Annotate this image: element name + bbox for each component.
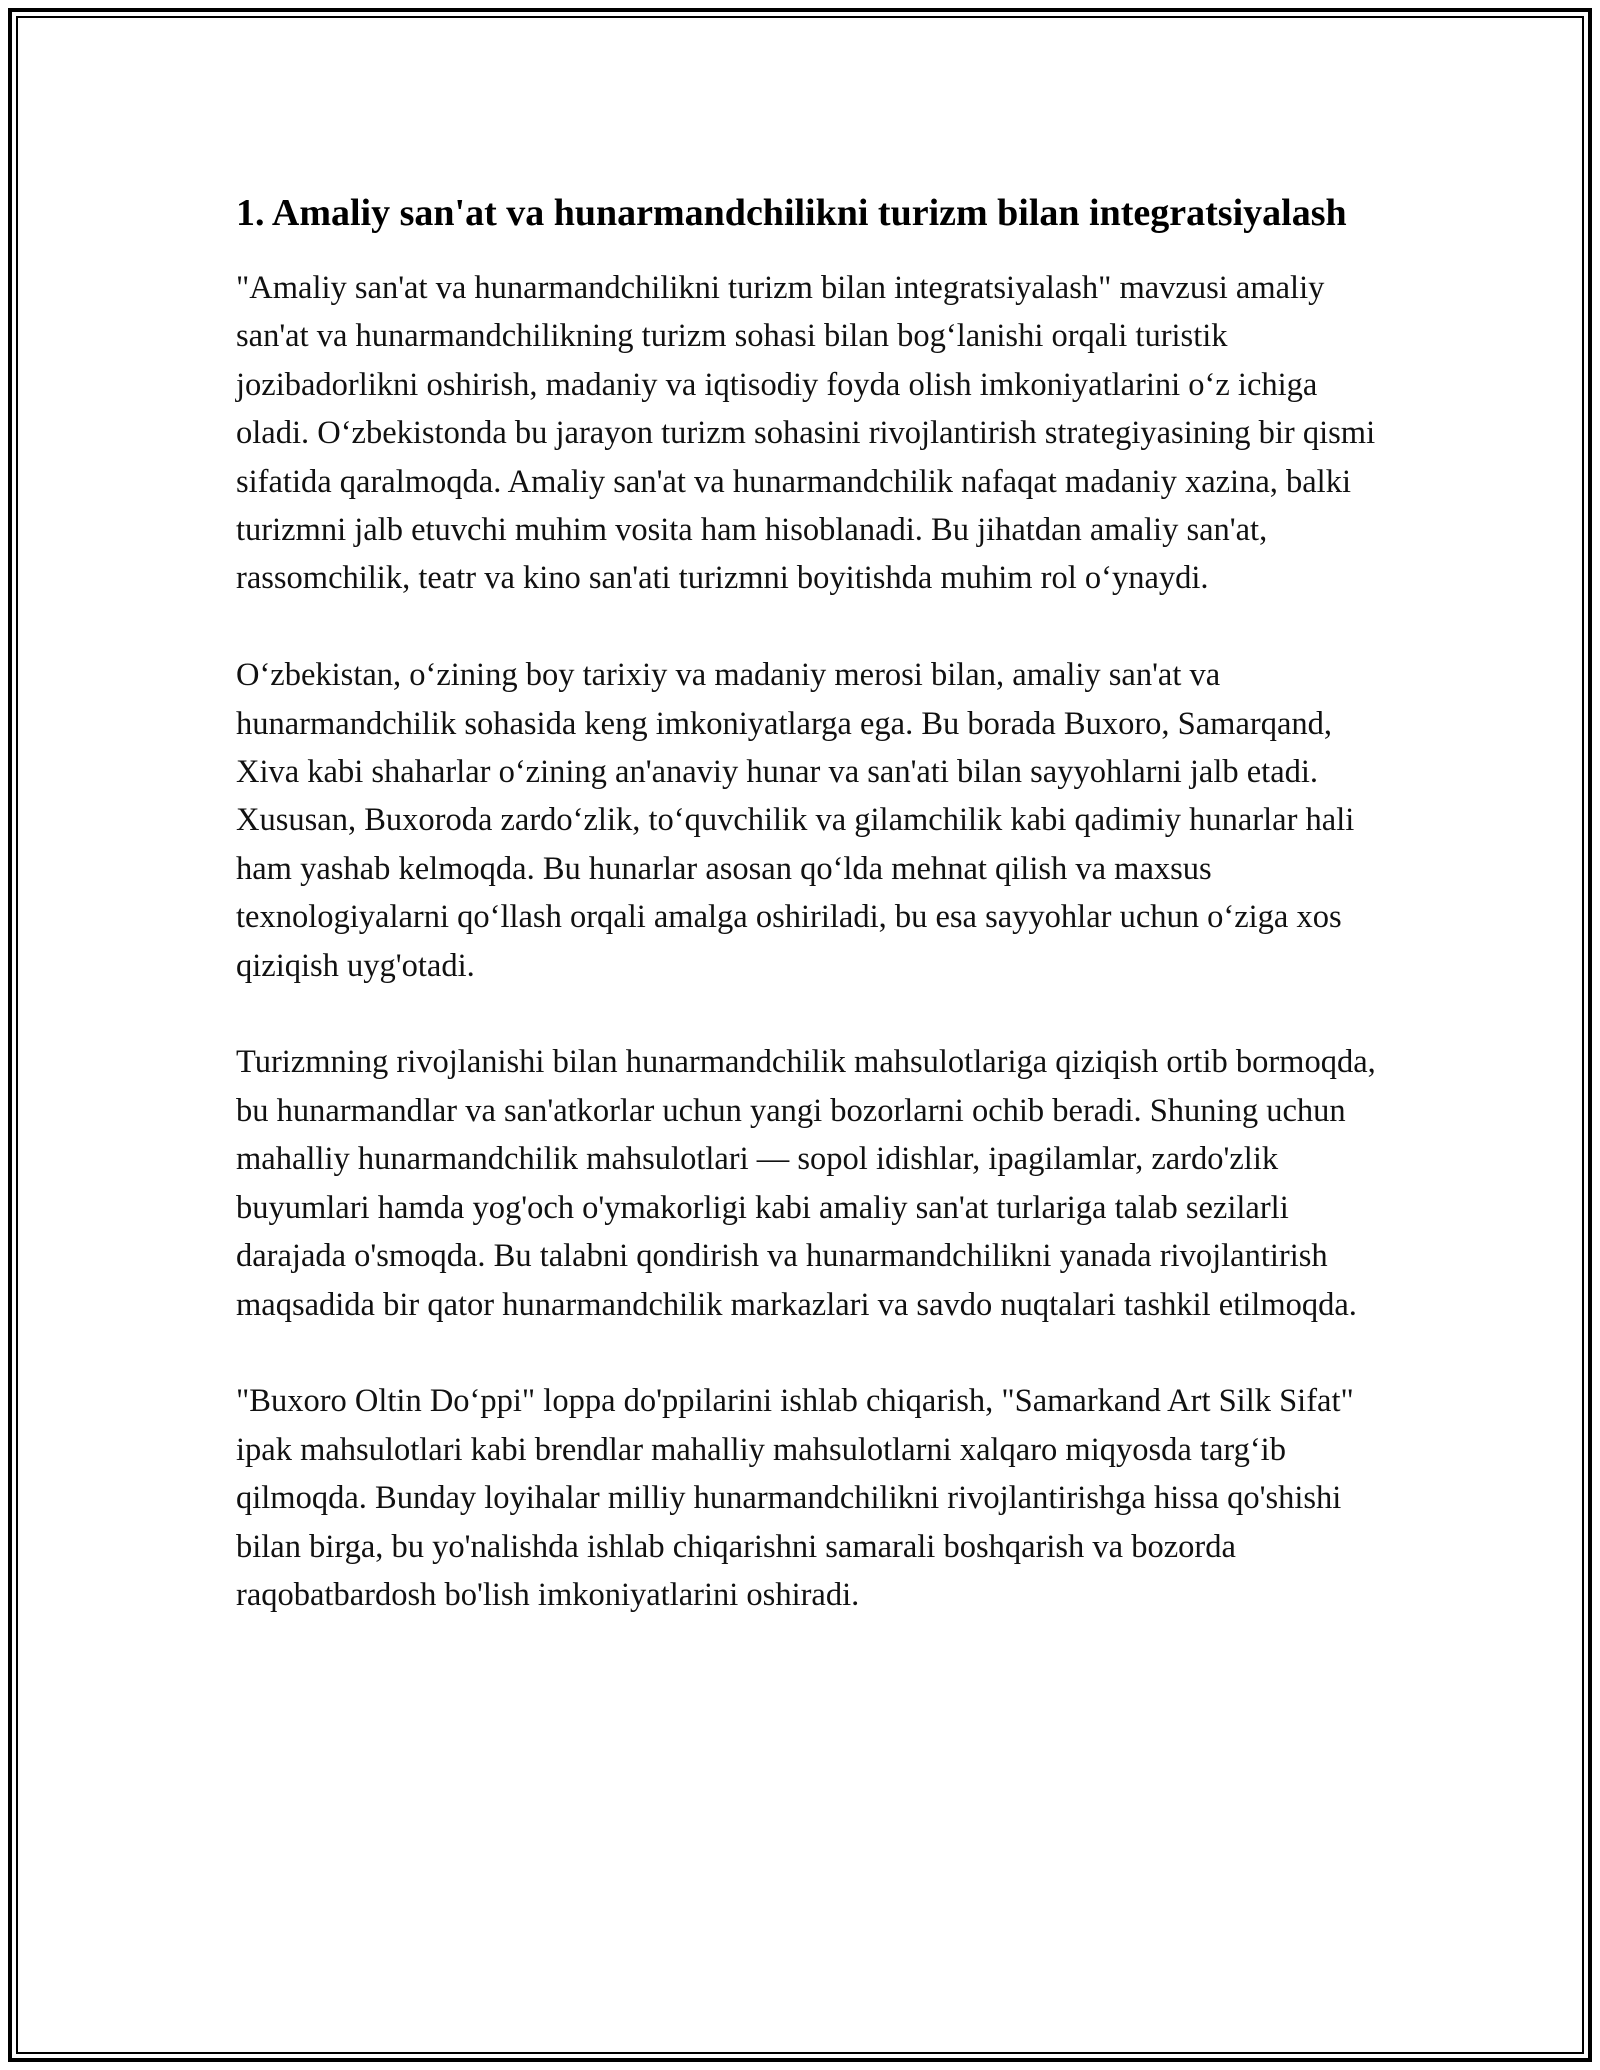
paragraph-1: "Amaliy san'at va hunarmandchilikni turizm bilan integratsiyalash" mavzusi amaliy san'at va hunarmandchilikning turizm sohasi bilan bog‘lanishi orqali turistik jozibadorlikni oshirish, madaniy va iqtisodiy foyda olish imkoniyatlarini o‘z ichiga oladi. O‘zbekistonda bu jarayon turizm sohasini rivojlantirish strategiyasining bir qismi sifatida qaralmoqda. Amaliy san'at va hunarmandchilik nafaqat madaniy xazina, balki turizmni jalb etuvchi muhim vosita ham hisoblanadi. Bu jihatdan amaliy san'at, rassomchilik, teatr va kino san'ati turizmni boyitishda muhim rol o‘ynaydi. — [236, 270, 1376, 597]
document-body — [236, 186, 1376, 1668]
paragraph-3: Turizmning rivojlanishi bilan hunarmandchilik mahsulotlariga qiziqish ortib bormoqda, bu hunarmandlar va san'atkorlar uchun yangi bozorlarni ochib beradi. Shuning uchun mahalliy hunarmandchilik mahsulotlari — sopol idishlar, ipagilamlar, zardo'zlik buyumlari hamda yog'och o'ymakorligi kabi amaliy san'at turlariga talab sezilarli darajada o'smoqda. Bu talabni qondirish va hunarmandchilikni yanada rivojlantirish maqsadida bir qator hunarmandchilik markazlari va savdo nuqtalari tashkil etilmoqda. — [236, 1044, 1376, 1323]
section-heading: 1. Amaliy san'at va hunarmandchilikni turizm bilan integratsiyalash — [236, 192, 1347, 234]
paragraph-2: O‘zbekistan, o‘zining boy tarixiy va madaniy merosi bilan, amaliy san'at va hunarmandchilik sohasida keng imkoniyatlarga ega. Bu borada Buxoro, Samarqand, Xiva kabi shaharlar o‘zining an'anaviy hunar va san'ati bilan sayyohlarni jalb etadi. Xususan, Buxoroda zardo‘zlik, to‘quvchilik va gilamchilik kabi qadimiy hunarlar hali ham yashab kelmoqda. Bu hunarlar asosan qo‘lda mehnat qilish va maxsus texnologiyalarni qo‘llash orqali amalga oshiriladi, bu esa sayyohlar uchun o‘ziga xos qiziqish uyg'otadi. — [236, 657, 1355, 984]
paragraph-4: "Buxoro Oltin Do‘ppi" loppa do'ppilarini ishlab chiqarish, "Samarkand Art Silk Sifat" ipak mahsulotlari kabi brendlar mahalliy mahsulotlarni xalqaro miqyosda targ‘ib qilmoqda. Bunday loyihalar milliy hunarmandchilikni rivojlantirishga hissa qo'shishi bilan birga, bu yo'nalishda ishlab chiqarishni samarali boshqarish va bozorda raqobatbardosh bo'lish imkoniyatlarini oshiradi. — [236, 1383, 1354, 1613]
